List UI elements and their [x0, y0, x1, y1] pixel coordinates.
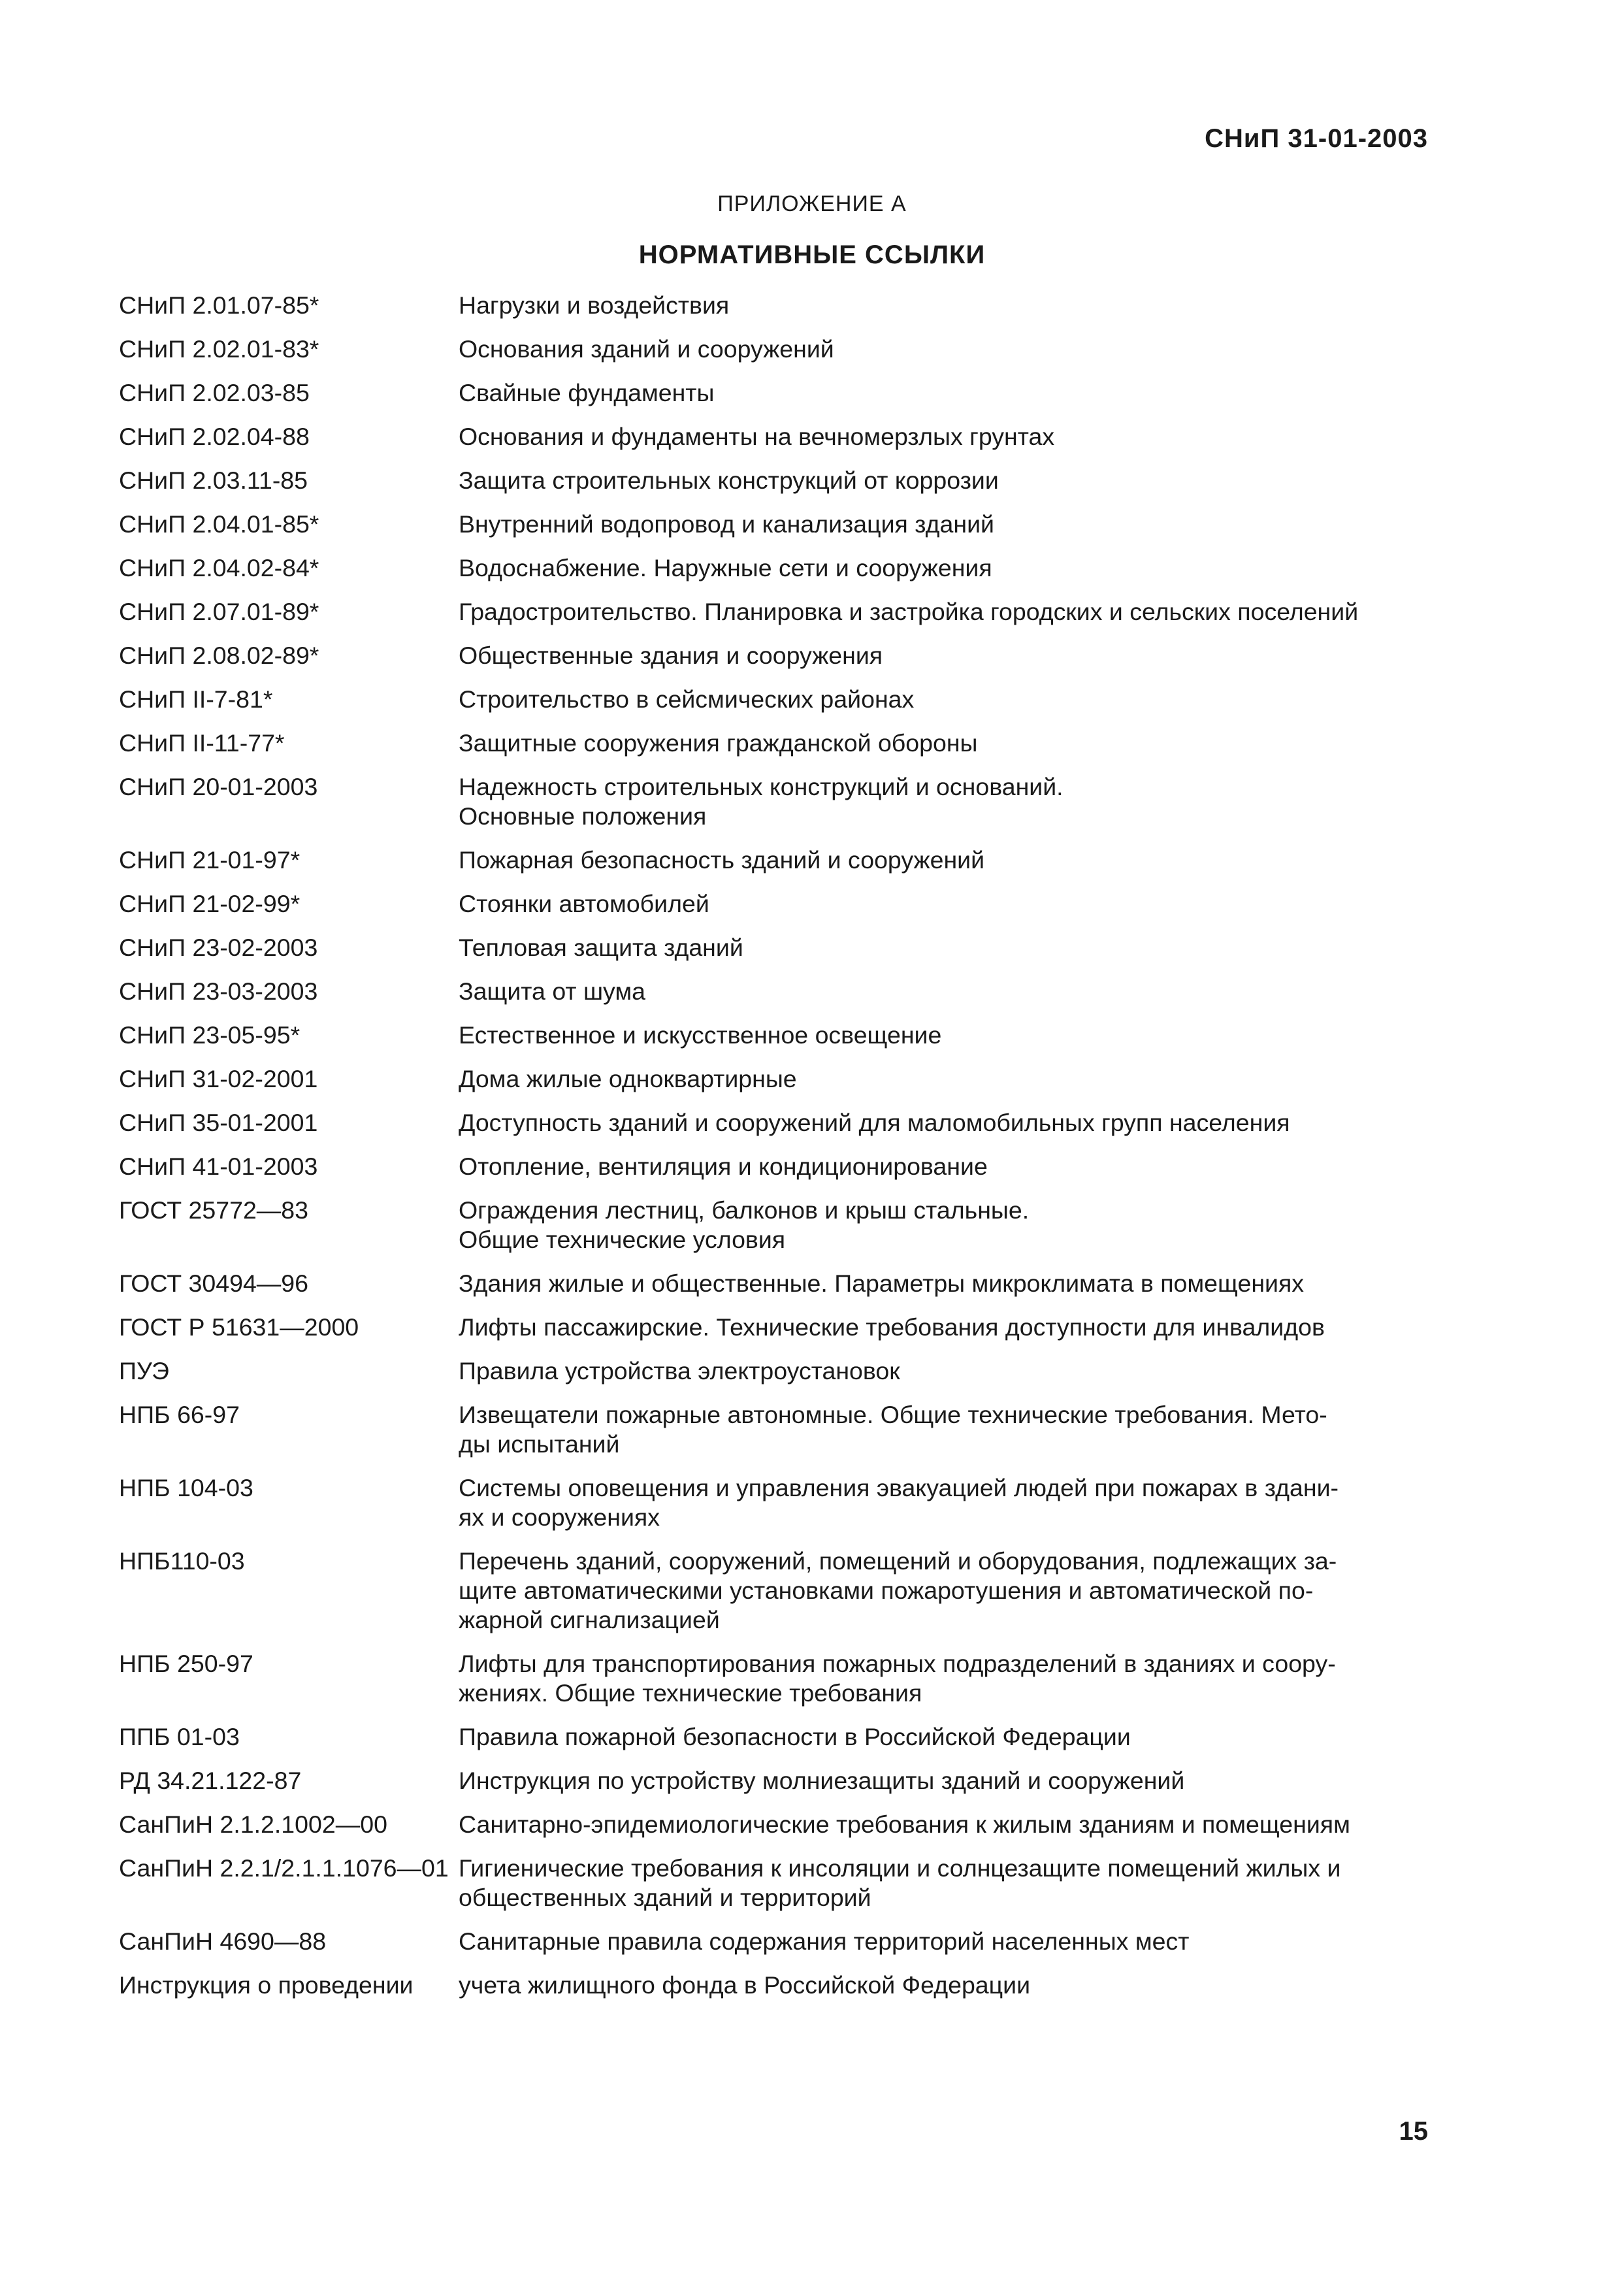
reference-row [119, 1108, 1436, 1138]
reference-row [119, 1649, 1436, 1708]
reference-code: Инструкция о проведении [119, 1971, 414, 1999]
reference-row [119, 1152, 1436, 1181]
reference-title: Гигиенические требования к инсоляции и солнцезащите помещений жилых и общественных зданий и территорий [459, 1854, 1341, 1911]
reference-row [119, 889, 1436, 919]
reference-title: Пожарная безопасность зданий и сооружений [459, 846, 985, 874]
reference-title: Лифты для транспортирования пожарных подразделений в зданиях и соору- жениях. Общие технические требования [459, 1650, 1336, 1707]
document-code-header: СНиП 31-01-2003 [1205, 124, 1428, 153]
reference-code: СНиП 2.02.01-83* [119, 335, 319, 363]
reference-title: Санитарно-эпидемиологические требования к жилым зданиям и помещениям [459, 1811, 1350, 1838]
reference-row [119, 1269, 1436, 1298]
reference-code: ПУЭ [119, 1357, 169, 1385]
reference-code: СНиП II-7-81* [119, 685, 273, 713]
reference-title: Дома жилые одноквартирные [459, 1065, 797, 1092]
reference-row [119, 422, 1436, 451]
reference-row [119, 1927, 1436, 1956]
reference-row [119, 1810, 1436, 1839]
reference-row [119, 466, 1436, 495]
reference-row [119, 553, 1436, 583]
reference-code: СНиП 2.02.04-88 [119, 423, 310, 450]
reference-row [119, 1971, 1436, 2000]
reference-title: Правила пожарной безопасности в Российской Федерации [459, 1723, 1131, 1750]
reference-title: Внутренний водопровод и канализация зданий [459, 510, 994, 538]
reference-code: СНиП 23-03-2003 [119, 977, 318, 1005]
reference-row [119, 510, 1436, 539]
reference-title: учета жилищного фонда в Российской Федерации [459, 1971, 1031, 1999]
reference-row [119, 1196, 1436, 1254]
section-title: НОРМАТИВНЫЕ ССЫЛКИ [638, 240, 986, 269]
reference-code: СНиП 2.03.11-85 [119, 467, 308, 494]
reference-code: ППБ 01-03 [119, 1723, 240, 1750]
reference-code: СНиП 2.04.01-85* [119, 510, 319, 538]
reference-row [119, 1722, 1436, 1752]
reference-row [119, 933, 1436, 962]
reference-title: Основания и фундаменты на вечномерзлых грунтах [459, 423, 1055, 450]
reference-code: СанПиН 2.1.2.1002—00 [119, 1811, 387, 1838]
reference-row [119, 378, 1436, 408]
reference-title: Защита от шума [459, 977, 646, 1005]
reference-row [119, 335, 1436, 364]
reference-row [119, 291, 1436, 320]
reference-title: Защита строительных конструкций от коррозии [459, 467, 999, 494]
reference-code: СанПиН 2.2.1/2.1.1.1076—01 [119, 1854, 449, 1882]
reference-code: СНиП 23-02-2003 [119, 934, 318, 961]
reference-code: СНиП II-11-77* [119, 729, 285, 757]
reference-code: СНиП 2.07.01-89* [119, 598, 319, 625]
reference-row [119, 685, 1436, 714]
reference-row [119, 1356, 1436, 1386]
reference-title: Естественное и искусственное освещение [459, 1021, 942, 1049]
reference-code: СНиП 31-02-2001 [119, 1065, 318, 1092]
reference-title: Инструкция по устройству молниезащиты зданий и сооружений [459, 1767, 1185, 1794]
reference-code: СНиП 2.04.02-84* [119, 554, 319, 582]
reference-code: НПБ 250-97 [119, 1650, 253, 1677]
reference-code: НПБ 104-03 [119, 1474, 253, 1501]
reference-row [119, 772, 1436, 831]
reference-title: Перечень зданий, сооружений, помещений и оборудования, подлежащих за- щите автоматическими установками пожаротушения и автоматической по- жарной сигнализацией [459, 1547, 1337, 1633]
reference-title: Основания зданий и сооружений [459, 335, 834, 363]
reference-code: ГОСТ 30494—96 [119, 1270, 309, 1297]
reference-title: Системы оповещения и управления эвакуацией людей при пожарах в здани- ях и сооружениях [459, 1474, 1339, 1531]
reference-title: Водоснабжение. Наружные сети и сооружения [459, 554, 992, 582]
reference-title: Извещатели пожарные автономные. Общие технические требования. Мето- ды испытаний [459, 1401, 1327, 1458]
reference-title: Защитные сооружения гражданской обороны [459, 729, 978, 757]
reference-title: Надежность строительных конструкций и оснований. Основные положения [459, 773, 1064, 830]
reference-row [119, 1766, 1436, 1795]
reference-code: СНиП 23-05-95* [119, 1021, 300, 1049]
reference-code: НПБ 66-97 [119, 1401, 240, 1428]
reference-row [119, 641, 1436, 670]
reference-title: Нагрузки и воздействия [459, 291, 730, 319]
reference-code: СНиП 21-02-99* [119, 890, 300, 917]
reference-row [119, 1313, 1436, 1342]
reference-title: Правила устройства электроустановок [459, 1357, 900, 1385]
reference-code: РД 34.21.122-87 [119, 1767, 302, 1794]
reference-row [119, 1854, 1436, 1912]
reference-row [119, 597, 1436, 627]
reference-title: Санитарные правила содержания территорий населенных мест [459, 1927, 1190, 1955]
reference-title: Лифты пассажирские. Технические требования доступности для инвалидов [459, 1313, 1325, 1341]
reference-title: Свайные фундаменты [459, 379, 715, 406]
reference-code: СНиП 2.01.07-85* [119, 291, 319, 319]
reference-row [119, 1547, 1436, 1635]
reference-row [119, 1473, 1436, 1532]
reference-code: СНиП 35-01-2001 [119, 1109, 318, 1136]
reference-code: СанПиН 4690—88 [119, 1927, 327, 1955]
reference-title: Здания жилые и общественные. Параметры микроклимата в помещениях [459, 1270, 1305, 1297]
reference-title: Стоянки автомобилей [459, 890, 709, 917]
reference-row [119, 729, 1436, 758]
reference-title: Строительство в сейсмических районах [459, 685, 915, 713]
reference-code: НПБ110-03 [119, 1547, 245, 1575]
references-list [119, 291, 1436, 2014]
appendix-label: ПРИЛОЖЕНИЕ А [717, 191, 907, 216]
reference-code: СНиП 2.02.03-85 [119, 379, 310, 406]
reference-row [119, 1400, 1436, 1459]
reference-title: Отопление, вентиляция и кондиционирование [459, 1153, 988, 1180]
page-number: 15 [1399, 2117, 1428, 2146]
reference-code: СНиП 2.08.02-89* [119, 642, 319, 669]
reference-title: Общественные здания и сооружения [459, 642, 883, 669]
reference-title: Тепловая защита зданий [459, 934, 743, 961]
reference-title: Доступность зданий и сооружений для маломобильных групп населения [459, 1109, 1290, 1136]
reference-row [119, 845, 1436, 875]
reference-title: Градостроительство. Планировка и застройка городских и сельских поселений [459, 598, 1359, 625]
reference-code: ГОСТ 25772—83 [119, 1196, 309, 1224]
reference-code: СНиП 20-01-2003 [119, 773, 318, 800]
reference-title: Ограждения лестниц, балконов и крыш стальные. Общие технические условия [459, 1196, 1030, 1253]
reference-code: СНиП 21-01-97* [119, 846, 300, 874]
reference-code: ГОСТ Р 51631—2000 [119, 1313, 359, 1341]
reference-code: СНиП 41-01-2003 [119, 1153, 318, 1180]
reference-row [119, 1064, 1436, 1094]
reference-row [119, 1021, 1436, 1050]
reference-row [119, 977, 1436, 1006]
